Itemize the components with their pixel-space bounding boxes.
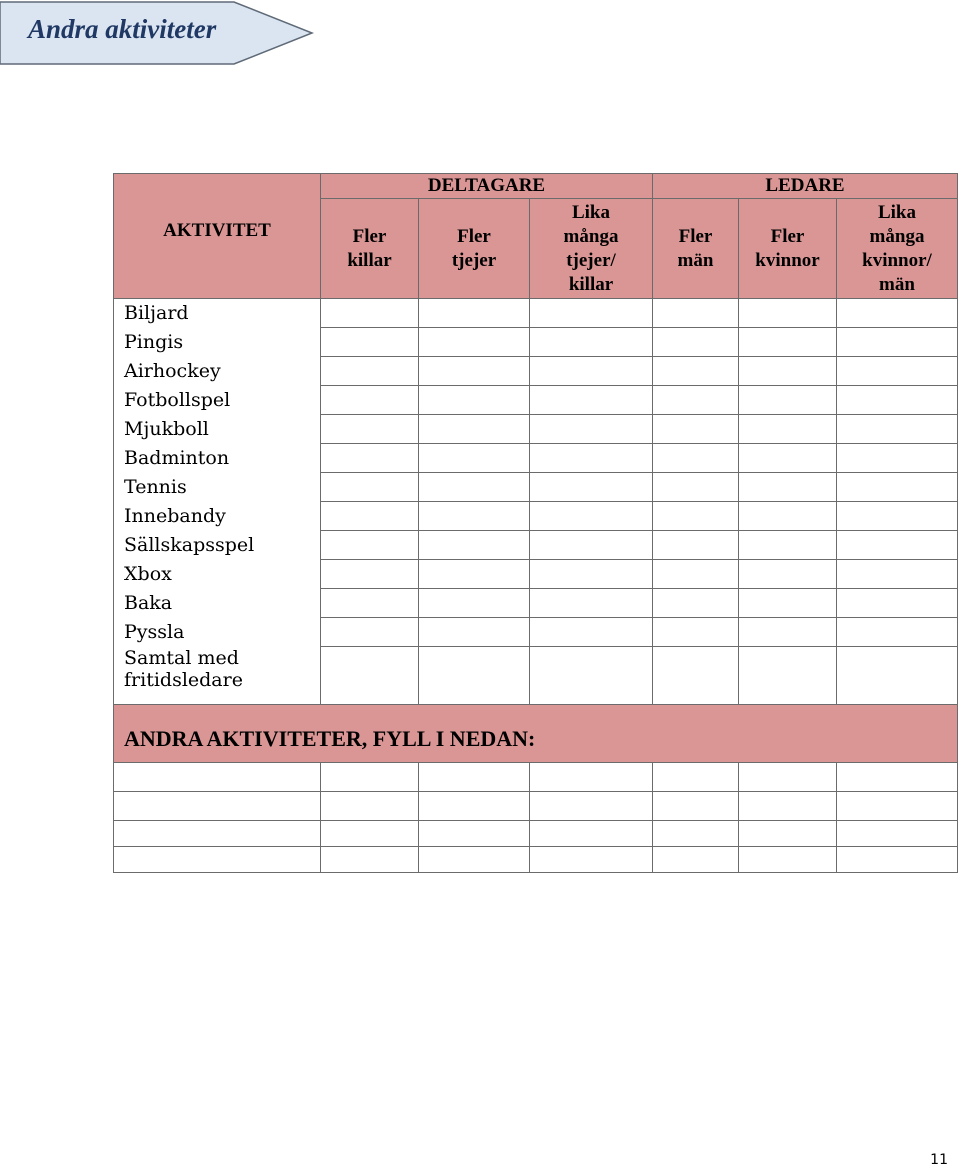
column-header-equal-participants: Lika många tjejer/ killar bbox=[530, 199, 653, 299]
activity-name-line: fritidsledare bbox=[124, 668, 243, 691]
blank-cell[interactable] bbox=[419, 821, 530, 847]
checkbox-cell[interactable] bbox=[837, 415, 958, 444]
activity-name: Sällskapsspel bbox=[114, 531, 321, 560]
checkbox-cell[interactable] bbox=[530, 415, 653, 444]
blank-cell[interactable] bbox=[653, 847, 739, 873]
leaders-group-header: LEDARE bbox=[653, 174, 958, 199]
checkbox-cell[interactable] bbox=[530, 328, 653, 357]
activity-row bbox=[114, 299, 958, 328]
blank-activity-cell[interactable] bbox=[114, 847, 321, 873]
checkbox-cell[interactable] bbox=[321, 299, 419, 328]
checkbox-cell[interactable] bbox=[321, 560, 419, 589]
checkbox-cell[interactable] bbox=[739, 386, 837, 415]
checkbox-cell[interactable] bbox=[419, 647, 530, 705]
blank-cell[interactable] bbox=[321, 821, 419, 847]
checkbox-cell[interactable] bbox=[653, 444, 739, 473]
checkbox-cell[interactable] bbox=[739, 560, 837, 589]
checkbox-cell[interactable] bbox=[837, 618, 958, 647]
checkbox-cell[interactable] bbox=[837, 357, 958, 386]
activity-name: Fotbollspel bbox=[114, 386, 321, 415]
checkbox-cell[interactable] bbox=[739, 415, 837, 444]
blank-cell[interactable] bbox=[321, 792, 419, 821]
checkbox-cell[interactable] bbox=[739, 328, 837, 357]
blank-row bbox=[114, 821, 958, 847]
checkbox-cell[interactable] bbox=[321, 415, 419, 444]
checkbox-cell[interactable] bbox=[739, 357, 837, 386]
checkbox-cell[interactable] bbox=[530, 444, 653, 473]
checkbox-cell[interactable] bbox=[837, 502, 958, 531]
checkbox-cell[interactable] bbox=[530, 299, 653, 328]
blank-activity-cell[interactable] bbox=[114, 821, 321, 847]
blank-cell[interactable] bbox=[653, 821, 739, 847]
blank-cell[interactable] bbox=[419, 847, 530, 873]
checkbox-cell[interactable] bbox=[321, 328, 419, 357]
checkbox-cell[interactable] bbox=[530, 357, 653, 386]
checkbox-cell[interactable] bbox=[653, 473, 739, 502]
blank-cell[interactable] bbox=[739, 763, 837, 792]
activity-name: Biljard bbox=[114, 299, 321, 328]
checkbox-cell[interactable] bbox=[739, 473, 837, 502]
checkbox-cell[interactable] bbox=[739, 299, 837, 328]
checkbox-cell[interactable] bbox=[419, 357, 530, 386]
blank-row bbox=[114, 847, 958, 873]
checkbox-cell[interactable] bbox=[653, 299, 739, 328]
checkbox-cell[interactable] bbox=[321, 444, 419, 473]
checkbox-cell[interactable] bbox=[837, 328, 958, 357]
checkbox-cell[interactable] bbox=[653, 647, 739, 705]
activity-row bbox=[114, 386, 958, 415]
checkbox-cell[interactable] bbox=[837, 444, 958, 473]
checkbox-cell[interactable] bbox=[419, 299, 530, 328]
blank-cell[interactable] bbox=[837, 792, 958, 821]
page-number: 11 bbox=[930, 1152, 948, 1168]
checkbox-cell[interactable] bbox=[653, 415, 739, 444]
blank-row bbox=[114, 792, 958, 821]
checkbox-cell[interactable] bbox=[321, 647, 419, 705]
checkbox-cell[interactable] bbox=[837, 299, 958, 328]
activity-row bbox=[114, 328, 958, 357]
activity-name: Innebandy bbox=[114, 502, 321, 531]
banner-title: Andra aktiviteter bbox=[28, 14, 217, 44]
blank-cell[interactable] bbox=[321, 847, 419, 873]
activity-name: Mjukboll bbox=[114, 415, 321, 444]
activity-row bbox=[114, 415, 958, 444]
blank-cell[interactable] bbox=[653, 792, 739, 821]
checkbox-cell[interactable] bbox=[530, 560, 653, 589]
checkbox-cell[interactable] bbox=[419, 502, 530, 531]
checkbox-cell[interactable] bbox=[530, 386, 653, 415]
checkbox-cell[interactable] bbox=[837, 473, 958, 502]
activity-row bbox=[114, 473, 958, 502]
blank-cell[interactable] bbox=[530, 792, 653, 821]
activity-row bbox=[114, 560, 958, 589]
activity-table bbox=[113, 173, 958, 873]
checkbox-cell[interactable] bbox=[653, 531, 739, 560]
blank-activity-cell[interactable] bbox=[114, 763, 321, 792]
activity-name: Xbox bbox=[114, 560, 321, 589]
activity-column-header: AKTIVITET bbox=[114, 174, 321, 299]
checkbox-cell[interactable] bbox=[837, 531, 958, 560]
checkbox-cell[interactable] bbox=[739, 531, 837, 560]
column-header-more-women: Fler kvinnor bbox=[739, 199, 837, 299]
checkbox-cell[interactable] bbox=[530, 647, 653, 705]
checkbox-cell[interactable] bbox=[739, 444, 837, 473]
blank-cell[interactable] bbox=[419, 792, 530, 821]
section-banner bbox=[0, 0, 315, 66]
checkbox-cell[interactable] bbox=[530, 589, 653, 618]
checkbox-cell[interactable] bbox=[837, 647, 958, 705]
blank-cell[interactable] bbox=[321, 763, 419, 792]
checkbox-cell[interactable] bbox=[321, 502, 419, 531]
checkbox-cell[interactable] bbox=[321, 473, 419, 502]
blank-cell[interactable] bbox=[739, 847, 837, 873]
activity-row bbox=[114, 502, 958, 531]
activity-name: Tennis bbox=[114, 473, 321, 502]
checkbox-cell[interactable] bbox=[837, 560, 958, 589]
activity-name: Badminton bbox=[114, 444, 321, 473]
activity-rows bbox=[114, 299, 958, 705]
blank-cell[interactable] bbox=[530, 821, 653, 847]
checkbox-cell[interactable] bbox=[321, 618, 419, 647]
checkbox-cell[interactable] bbox=[530, 502, 653, 531]
checkbox-cell[interactable] bbox=[419, 618, 530, 647]
activity-name-line: Samtal med bbox=[124, 646, 239, 669]
activity-name: Airhockey bbox=[114, 357, 321, 386]
column-header-more-girls: Fler tjejer bbox=[419, 199, 530, 299]
activity-name bbox=[114, 647, 321, 705]
blank-cell[interactable] bbox=[837, 763, 958, 792]
checkbox-cell[interactable] bbox=[419, 415, 530, 444]
checkbox-cell[interactable] bbox=[321, 357, 419, 386]
activity-row bbox=[114, 531, 958, 560]
checkbox-cell[interactable] bbox=[419, 386, 530, 415]
blank-cell[interactable] bbox=[739, 821, 837, 847]
checkbox-cell[interactable] bbox=[530, 618, 653, 647]
checkbox-cell[interactable] bbox=[739, 502, 837, 531]
checkbox-cell[interactable] bbox=[653, 328, 739, 357]
checkbox-cell[interactable] bbox=[419, 531, 530, 560]
activity-row bbox=[114, 357, 958, 386]
checkbox-cell[interactable] bbox=[653, 618, 739, 647]
blank-cell[interactable] bbox=[837, 847, 958, 873]
other-activities-header: ANDRA AKTIVITETER, FYLL I NEDAN: bbox=[114, 705, 958, 763]
activity-name: Pingis bbox=[114, 328, 321, 357]
checkbox-cell[interactable] bbox=[653, 357, 739, 386]
checkbox-cell[interactable] bbox=[739, 618, 837, 647]
checkbox-cell[interactable] bbox=[419, 560, 530, 589]
column-header-equal-leaders: Lika många kvinnor/ män bbox=[837, 199, 958, 299]
blank-activity-cell[interactable] bbox=[114, 792, 321, 821]
column-header-more-men: Fler män bbox=[653, 199, 739, 299]
checkbox-cell[interactable] bbox=[419, 589, 530, 618]
checkbox-cell[interactable] bbox=[653, 589, 739, 618]
checkbox-cell[interactable] bbox=[739, 647, 837, 705]
activity-row bbox=[114, 647, 958, 705]
checkbox-cell[interactable] bbox=[653, 386, 739, 415]
checkbox-cell[interactable] bbox=[837, 386, 958, 415]
checkbox-cell[interactable] bbox=[653, 560, 739, 589]
activity-row bbox=[114, 618, 958, 647]
activity-name: Baka bbox=[114, 589, 321, 618]
blank-cell[interactable] bbox=[419, 763, 530, 792]
checkbox-cell[interactable] bbox=[530, 473, 653, 502]
checkbox-cell[interactable] bbox=[321, 589, 419, 618]
blank-cell[interactable] bbox=[530, 847, 653, 873]
column-header-more-boys: Fler killar bbox=[321, 199, 419, 299]
blank-row bbox=[114, 763, 958, 792]
checkbox-cell[interactable] bbox=[419, 328, 530, 357]
activity-row bbox=[114, 444, 958, 473]
activity-name: Pyssla bbox=[114, 618, 321, 647]
checkbox-cell[interactable] bbox=[321, 386, 419, 415]
participants-group-header: DELTAGARE bbox=[321, 174, 653, 199]
checkbox-cell[interactable] bbox=[530, 531, 653, 560]
activity-row bbox=[114, 589, 958, 618]
blank-cell[interactable] bbox=[837, 821, 958, 847]
checkbox-cell[interactable] bbox=[739, 589, 837, 618]
blank-cell[interactable] bbox=[739, 792, 837, 821]
checkbox-cell[interactable] bbox=[419, 444, 530, 473]
blank-cell[interactable] bbox=[653, 763, 739, 792]
checkbox-cell[interactable] bbox=[419, 473, 530, 502]
checkbox-cell[interactable] bbox=[837, 589, 958, 618]
checkbox-cell[interactable] bbox=[321, 531, 419, 560]
checkbox-cell[interactable] bbox=[653, 502, 739, 531]
blank-cell[interactable] bbox=[530, 763, 653, 792]
